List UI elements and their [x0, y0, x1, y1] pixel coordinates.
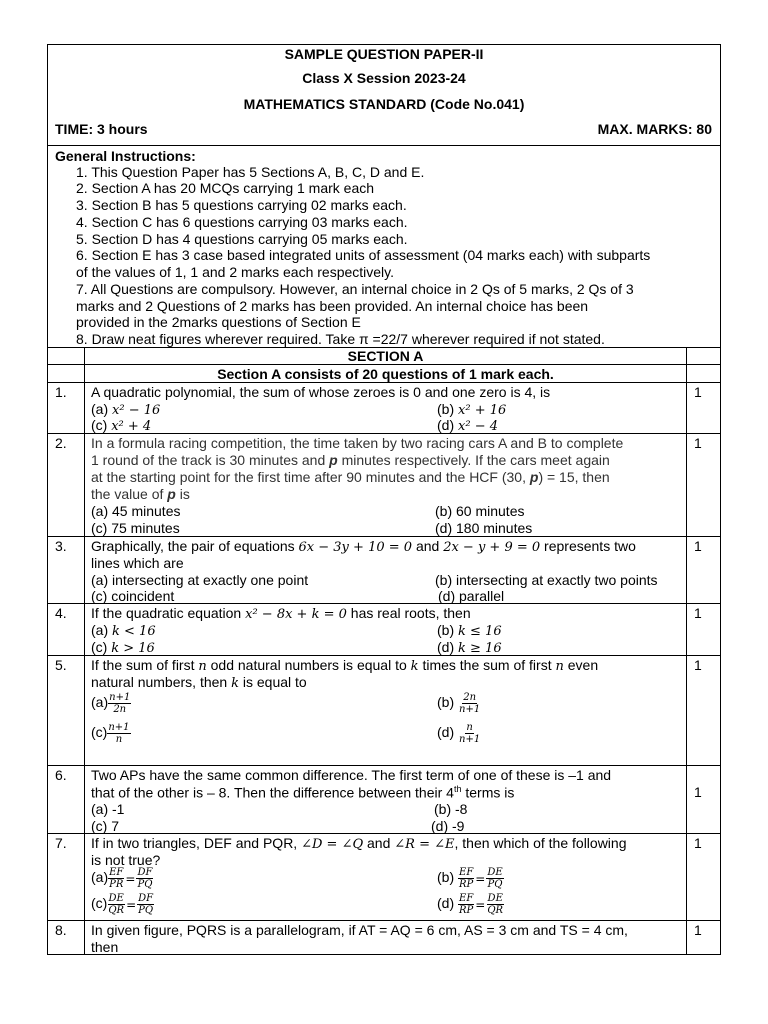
- option-label: (b): [437, 401, 455, 417]
- question-number: 5.: [55, 657, 67, 673]
- question-marks: 1: [694, 835, 702, 851]
- option-label: (d): [437, 895, 455, 912]
- numerator: n+1: [109, 692, 131, 703]
- instruction-item: 5. Section D has 4 questions carrying 05 marks each.: [76, 231, 408, 247]
- text-span: and: [367, 835, 391, 851]
- fraction: [107, 893, 125, 916]
- denominator: PQ: [487, 879, 503, 890]
- instruction-item: 6. Section E has 3 case based integrated units of assessment (04 marks each) with subparts: [76, 247, 651, 263]
- option-a: [91, 622, 156, 639]
- fraction: [458, 722, 481, 745]
- question-text: is not true?: [91, 852, 161, 868]
- option-b: [437, 692, 481, 715]
- rule: [686, 347, 687, 955]
- option-value: k > 16: [111, 641, 155, 656]
- option-a: [91, 867, 153, 890]
- question-number: 4.: [55, 605, 67, 621]
- denominator: QR: [108, 905, 125, 916]
- numerator: DE: [108, 893, 124, 904]
- fraction: [458, 692, 481, 715]
- numerator: EF: [109, 867, 124, 878]
- question-marks: 1: [694, 435, 702, 451]
- text-span: has real roots, then: [350, 605, 471, 621]
- text-span: If the sum of first: [91, 657, 195, 673]
- equals-sign: =: [125, 871, 136, 886]
- question-text: In given figure, PQRS is a parallelogram, if AT = AQ = 6 cm, AS = 3 cm and TS = 4 cm,: [91, 922, 628, 938]
- option-c: (c) 75 minutes: [91, 520, 180, 536]
- option-d: (d) 180 minutes: [435, 520, 533, 536]
- rule: [47, 382, 721, 383]
- rule: [84, 347, 85, 955]
- variable-p: p: [329, 452, 338, 468]
- section-subtitle: Section A consists of 20 questions of 1 mark each.: [217, 366, 554, 382]
- option-a: (a) 45 minutes: [91, 503, 181, 519]
- question-text: [91, 657, 598, 674]
- fraction: [108, 867, 124, 890]
- option-d: [437, 639, 502, 656]
- option-b: (b) 60 minutes: [435, 503, 525, 519]
- superscript: th: [453, 784, 462, 794]
- text-span: odd natural numbers is equal to: [210, 657, 407, 673]
- instruction-item: 7. All Questions are compulsory. However, an internal choice in 2 Qs of 5 marks, 2 Qs of 3: [76, 281, 634, 297]
- fraction: [108, 692, 131, 715]
- denominator: PQ: [138, 905, 154, 916]
- numerator: DE: [487, 867, 503, 878]
- numerator: n+1: [108, 722, 130, 733]
- fraction: [136, 867, 153, 890]
- question-number: 2.: [55, 435, 67, 451]
- option-c: [91, 722, 131, 745]
- question-marks: 1: [694, 657, 702, 673]
- text-span: that of the other is – 8. Then the difference between their 4: [91, 784, 454, 801]
- rule: [47, 44, 48, 955]
- question-text: A quadratic polynomial, the sum of whose zeroes is 0 and one zero is 4, is: [91, 384, 551, 400]
- rule: [47, 765, 721, 766]
- numerator: DF: [138, 893, 154, 904]
- option-label: (a): [91, 694, 109, 711]
- numerator: DE: [487, 893, 503, 904]
- instructions-heading: General Instructions:: [55, 148, 196, 164]
- denominator: 2n: [113, 704, 127, 715]
- option-label: (c): [91, 895, 108, 912]
- question-number: 7.: [55, 835, 67, 851]
- equals-sign: =: [475, 871, 486, 886]
- rule: [47, 536, 721, 537]
- text-span: Graphically, the pair of equations: [91, 538, 295, 554]
- option-label: (d): [437, 639, 455, 655]
- denominator: PQ: [137, 879, 153, 890]
- question-text: [91, 469, 610, 485]
- equation: 2x − y + 9 = 0: [443, 540, 541, 555]
- instruction-item: 4. Section C has 6 questions carrying 03 marks each.: [76, 214, 408, 230]
- option-c: [91, 639, 155, 656]
- option-b: [437, 622, 502, 639]
- option-b: (b) intersecting at exactly two points: [435, 572, 658, 588]
- option-value: k ≥ 16: [458, 641, 502, 656]
- instruction-item: 8. Draw neat figures wherever required. Take π =22/7 wherever required if not stated.: [76, 331, 605, 347]
- question-text: [91, 605, 471, 622]
- option-b: [437, 401, 506, 418]
- equation: ∠D = ∠Q: [301, 837, 364, 852]
- text-span: is: [179, 486, 190, 502]
- variable-k: k: [231, 676, 239, 691]
- text-span: terms is: [465, 784, 515, 801]
- option-a: (a) intersecting at exactly one point: [91, 572, 309, 588]
- question-text: [91, 835, 627, 852]
- subject-title: MATHEMATICS STANDARD (Code No.041): [243, 96, 525, 112]
- text-span: If in two triangles, DEF and PQR,: [91, 835, 298, 851]
- equation: x² − 8x + k = 0: [245, 607, 347, 622]
- question-marks: 1: [694, 384, 702, 400]
- option-a: [91, 401, 160, 418]
- option-c: (c) 7: [91, 818, 119, 834]
- variable-p: p: [167, 486, 176, 502]
- option-value: x² − 16: [112, 403, 161, 418]
- instruction-item: of the values of 1, 1 and 2 marks each respectively.: [76, 264, 395, 280]
- question-marks: 1: [694, 605, 702, 621]
- text-span: 1 round of the track is 30 minutes and: [91, 452, 326, 468]
- question-marks: 1: [694, 922, 702, 938]
- variable-n: n: [555, 659, 564, 674]
- option-label: (b): [437, 622, 455, 638]
- option-label: (a): [91, 869, 109, 886]
- option-label: (a): [91, 401, 109, 417]
- question-number: 8.: [55, 922, 67, 938]
- rule: [47, 364, 721, 365]
- option-value: k < 16: [112, 624, 156, 639]
- variable-p: p: [529, 469, 539, 485]
- question-text: In a formula racing competition, the time taken by two racing cars A and B to complete: [91, 435, 624, 451]
- variable-n: n: [198, 659, 207, 674]
- instruction-item: marks and 2 Questions of 2 marks has been provided. An internal choice has been: [76, 298, 589, 314]
- text-span: natural numbers, then: [91, 674, 228, 690]
- text-span: represents two: [544, 538, 636, 554]
- option-label: (b): [437, 694, 455, 711]
- question-number: 6.: [55, 767, 67, 783]
- rule: [47, 44, 721, 45]
- question-marks: 1: [694, 538, 702, 554]
- numerator: EF: [459, 867, 474, 878]
- fraction: [137, 893, 154, 916]
- denominator: QR: [487, 905, 504, 916]
- option-d: (d) parallel: [438, 588, 505, 604]
- option-label: (c): [91, 724, 108, 741]
- option-label: (d): [437, 417, 455, 433]
- instruction-item: 3. Section B has 5 questions carrying 02 marks each.: [76, 197, 407, 213]
- fraction: [486, 893, 504, 916]
- question-text: [91, 538, 636, 555]
- text-span: minutes respectively. If the cars meet again: [341, 452, 610, 468]
- option-c: [91, 417, 151, 434]
- text-span: is equal to: [242, 674, 307, 690]
- option-c: (c) coincident: [91, 588, 175, 604]
- question-text: Two APs have the same common difference. The first term of one of these is –1 and: [91, 767, 612, 783]
- option-value: k ≤ 16: [458, 624, 502, 639]
- question-text: [91, 452, 610, 468]
- option-label: (c): [91, 639, 108, 655]
- text-span: and: [415, 538, 440, 554]
- variable-k: k: [410, 659, 419, 674]
- text-span: If the quadratic equation: [91, 605, 242, 621]
- fraction: [107, 722, 130, 745]
- rule: [47, 145, 721, 146]
- option-a: (a) -1: [91, 801, 125, 817]
- equation: 6x − 3y + 10 = 0: [298, 540, 413, 555]
- denominator: n: [115, 734, 123, 745]
- option-d: [437, 417, 498, 434]
- instruction-item: 2. Section A has 20 MCQs carrying 1 mark each: [76, 180, 375, 196]
- text-span: , then which of the following: [454, 835, 627, 851]
- option-value: x² + 4: [111, 419, 152, 434]
- option-label: (d): [437, 724, 455, 741]
- denominator: PR: [109, 879, 124, 890]
- question-text: [91, 486, 190, 502]
- question-number: 1.: [55, 384, 67, 400]
- text-span: times the sum of first: [422, 657, 552, 673]
- numerator: EF: [459, 893, 474, 904]
- question-text: [91, 674, 307, 691]
- numerator: 2n: [463, 692, 477, 703]
- fraction: [486, 867, 503, 890]
- text-span: at the starting point for the first time after 90 minutes and the HCF (30,: [91, 469, 526, 485]
- option-b: [437, 867, 504, 890]
- denominator: RP: [459, 905, 474, 916]
- denominator: n+1: [459, 704, 481, 715]
- option-value: x² − 4: [458, 419, 498, 434]
- equals-sign: =: [475, 897, 486, 912]
- instruction-item: 1. This Question Paper has 5 Sections A, B, C, D and E.: [76, 164, 425, 180]
- numerator: DF: [137, 867, 153, 878]
- option-d: (d) -9: [431, 818, 465, 834]
- fraction: [458, 867, 474, 890]
- denominator: RP: [459, 879, 474, 890]
- option-d: [437, 893, 504, 916]
- rule: [47, 833, 721, 834]
- rule: [47, 920, 721, 921]
- question-text: lines which are: [91, 555, 184, 571]
- text-span: even: [567, 657, 599, 673]
- equation: ∠R = ∠E: [394, 837, 455, 852]
- section-title: SECTION A: [347, 348, 424, 364]
- option-a: [91, 692, 131, 715]
- equals-sign: =: [126, 897, 137, 912]
- question-text: [91, 784, 514, 801]
- question-text: then: [91, 939, 119, 955]
- numerator: n: [466, 722, 473, 733]
- option-c: [91, 893, 154, 916]
- time-allowed: TIME: 3 hours: [55, 121, 148, 137]
- denominator: n+1: [459, 734, 481, 745]
- instruction-item: provided in the 2marks questions of Section E: [76, 314, 361, 330]
- rule: [47, 954, 721, 955]
- class-session: Class X Session 2023-24: [302, 70, 466, 86]
- option-b: (b) -8: [434, 801, 468, 817]
- max-marks: MAX. MARKS: 80: [597, 121, 712, 137]
- question-marks: 1: [694, 784, 702, 800]
- paper-title: SAMPLE QUESTION PAPER-II: [284, 46, 484, 62]
- fraction: [458, 893, 474, 916]
- option-value: x² + 16: [458, 403, 507, 418]
- rule: [720, 44, 721, 955]
- option-label: (a): [91, 622, 109, 638]
- text-span: the value of: [91, 486, 164, 502]
- text-span: ) = 15, then: [538, 469, 610, 485]
- option-label: (c): [91, 417, 108, 433]
- option-label: (b): [437, 869, 455, 886]
- option-d: [437, 722, 481, 745]
- question-number: 3.: [55, 538, 67, 554]
